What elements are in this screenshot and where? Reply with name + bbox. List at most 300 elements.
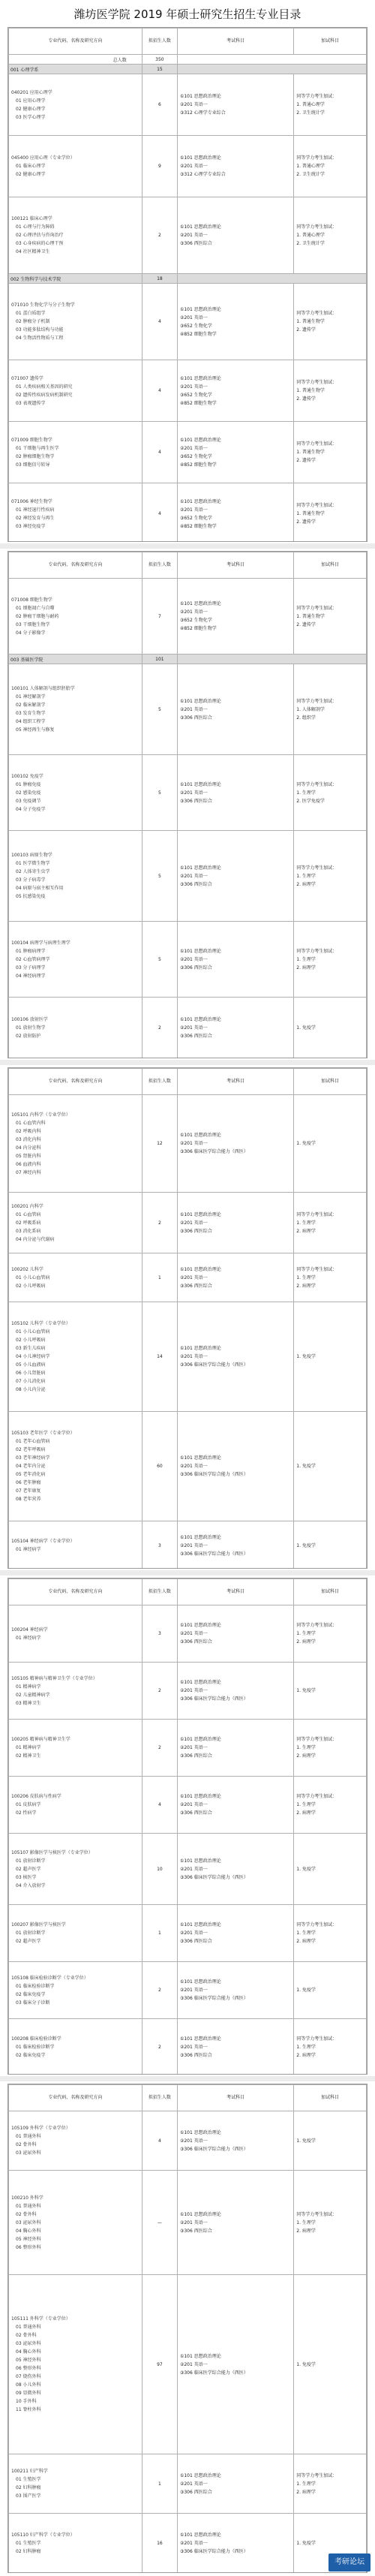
major-line: 04 社区精神卫生: [16, 249, 50, 254]
supplementary-item: 1. 生理学: [296, 1274, 316, 1280]
major-line: 045400 应用心理（专业学位）: [11, 155, 75, 161]
department-quota: 18: [142, 274, 177, 284]
supplementary-item: 1. 免疫学: [296, 1542, 316, 1548]
exam-subject: ③312 心理学专业综合: [179, 110, 226, 116]
major-line: 03 临床分子诊断: [16, 2000, 50, 2006]
exam-subject: ②201 英语一: [179, 1542, 208, 1548]
major-line: 03 医学心理学: [16, 114, 46, 120]
supplementary-exams: [294, 1521, 367, 1569]
table-header-row: [9, 29, 367, 55]
major-line: 07 小儿消化病: [16, 1379, 46, 1384]
column-header-col4: 加试科目: [294, 2085, 367, 2111]
major-line: 02 人体寄生虫学: [16, 869, 50, 874]
supplementary-item: 1. 生理学: [296, 1745, 316, 1750]
major-row: [9, 2514, 367, 2573]
enrollment-count: 2: [142, 1193, 177, 1253]
major-line: 04 生物活性物质与工程: [16, 336, 64, 341]
exam-subject: ②201 英语一: [179, 445, 208, 451]
supplementary-item: 1. 普通生物学: [296, 388, 325, 393]
supplementary-item: 同等学力考生加试：: [296, 1794, 338, 1799]
column-header-col4: 加试科目: [294, 1069, 367, 1095]
major-row: [9, 1193, 367, 1253]
major-line: 06 老年肿瘤: [16, 1480, 41, 1485]
major-line: 100206 皮肤病与性病学: [11, 1794, 62, 1799]
major-line: 04 小儿神经病学: [16, 1354, 50, 1359]
major-line: 02 妇科肿瘤: [16, 2485, 41, 2490]
column-header-col3: 考试科目: [177, 1069, 293, 1095]
enrollment-count: 2: [142, 197, 177, 274]
total-count: 350: [142, 55, 177, 65]
major-line: 03 老年神经病学: [16, 1455, 50, 1461]
supplementary-exams: [294, 2111, 367, 2171]
major-line: 02 肿瘤干细胞与耐药: [16, 613, 59, 619]
major-line: 03 新生儿疾病: [16, 1346, 46, 1351]
supplementary-item: 1. 普通生物学: [296, 319, 325, 324]
department-blank: [177, 655, 366, 664]
major-line: 09 显微外科: [16, 2391, 41, 2396]
major-cell: [9, 2171, 142, 2275]
supplementary-item: 同等学力考生加试：: [296, 698, 338, 704]
supplementary-item: 同等学力考生加试：: [296, 948, 338, 954]
exam-subject: ①101 思想政治理论: [179, 1680, 221, 1685]
major-row: [9, 360, 367, 422]
exam-subject: ②201 英语一: [179, 2045, 208, 2050]
supplementary-item: 同等学力考生加试：: [296, 1922, 338, 1927]
column-header-col1: 专业代码、名称及研究方向: [9, 552, 142, 579]
major-cell: [9, 284, 142, 360]
supplementary-exams: [294, 1962, 367, 2019]
major-line: 02 儿童精神病学: [16, 1692, 50, 1698]
supplementary-exams: [294, 2275, 367, 2454]
exam-subject: ④852 细胞生物学: [179, 462, 217, 468]
major-line: 04 组织工程学: [16, 719, 46, 724]
catalog-table: [8, 28, 367, 542]
exam-subjects: [177, 1095, 293, 1193]
exam-subject: ③652 生物化学: [179, 515, 212, 521]
exam-subject: ①101 思想政治理论: [179, 155, 221, 161]
exam-subject: ③306 西医综合: [179, 798, 212, 804]
total-row: [9, 55, 367, 65]
supplementary-item: 1. 生理学: [296, 1930, 316, 1936]
major-line: 05 小儿血液病: [16, 1362, 46, 1368]
major-line: 01 心血管内科: [16, 1120, 46, 1126]
major-line: 03 泌尿外科: [16, 2219, 41, 2225]
supplementary-exams: [294, 1095, 367, 1193]
major-row: [9, 197, 367, 274]
major-line: 02 精神卫生: [16, 1753, 41, 1759]
major-line: 071009 细胞生物学: [11, 437, 52, 443]
major-cell: [9, 2019, 142, 2075]
exam-subjects: [177, 284, 293, 360]
supplementary-item: 2. 病理学: [296, 1810, 316, 1816]
supplementary-item: 2. 病理学: [296, 1639, 316, 1645]
supplementary-exams: [294, 1302, 367, 1412]
exam-subjects: [177, 2454, 293, 2514]
exam-subjects: [177, 483, 293, 543]
exam-subject: ③306 西医综合: [179, 2228, 212, 2234]
supplementary-item: 1. 免疫学: [296, 1464, 316, 1469]
exam-subject: ③306 西医综合: [179, 1033, 212, 1039]
major-cell: [9, 998, 142, 1058]
major-row: [9, 2111, 367, 2171]
major-line: 04 胸心外科: [16, 2228, 41, 2234]
major-cell: [9, 1962, 142, 2019]
total-label: 总人数: [9, 55, 142, 65]
exam-subjects: [177, 422, 293, 483]
major-line: 02 临床免疫学: [16, 2053, 46, 2058]
major-row: [9, 2275, 367, 2454]
supplementary-item: 1. 人体解剖学: [296, 706, 325, 712]
major-cell: [9, 1605, 142, 1663]
major-row: [9, 136, 367, 197]
exam-subjects: [177, 579, 293, 655]
table-header-row: [9, 2085, 367, 2111]
major-line: 01 神经退行性疾病: [16, 507, 55, 513]
major-row: [9, 1962, 367, 2019]
supplementary-exams: [294, 755, 367, 831]
column-header-col3: 考试科目: [177, 29, 293, 55]
exam-subject: ③306 西医综合: [179, 1639, 212, 1645]
major-row: [9, 664, 367, 755]
supplementary-item: 1. 普通心理学: [296, 164, 325, 169]
column-header-col1: 专业代码、名称及研究方向: [9, 1579, 142, 1605]
exam-subject: ④852 细胞生物学: [179, 400, 217, 406]
supplementary-exams: [294, 2171, 367, 2275]
major-line: 01 精神病学: [16, 1745, 41, 1750]
major-line: 01 放射生物学: [16, 1025, 46, 1031]
major-line: 01 肿瘤免疫: [16, 781, 41, 787]
major-line: 100205 精神病与精神卫生学: [11, 1737, 70, 1742]
supplementary-item: 1. 生理学: [296, 956, 316, 962]
exam-subjects: [177, 1412, 293, 1521]
major-line: 11 脊柱外科: [16, 2407, 41, 2412]
major-line: 07 神经内科: [16, 1169, 41, 1175]
major-cell: [9, 1412, 142, 1521]
major-line: 04 内分泌科: [16, 1145, 41, 1151]
major-cell: [9, 1777, 142, 1834]
exam-subject: ①101 思想政治理论: [179, 601, 221, 606]
major-row: [9, 1605, 367, 1663]
supplementary-item: 同等学力考生加试：: [296, 441, 338, 447]
exam-subject: ①101 思想政治理论: [179, 1211, 221, 1217]
major-line: 05 神经外科: [16, 2236, 41, 2242]
major-cell: [9, 922, 142, 998]
supplementary-item: 2. 病理学: [296, 1939, 316, 1944]
supplementary-item: 2. 卫生统计学: [296, 110, 325, 116]
catalog-table: [8, 1578, 367, 2075]
supplementary-item: 2. 病理学: [296, 2489, 316, 2495]
enrollment-count: 5: [142, 922, 177, 998]
major-line: 105107 影像医学与核医学（专业学位）: [11, 1849, 93, 1855]
exam-subject: ③306 临床医学综合能力（西医）: [179, 2548, 248, 2554]
supplementary-exams: [294, 1605, 367, 1663]
major-line: 06 整形外科: [16, 2244, 41, 2250]
catalog-table: [8, 1068, 367, 1569]
major-row: [9, 998, 367, 1058]
major-line: 02 呼吸内科: [16, 1128, 41, 1134]
exam-subject: ③652 生物化学: [179, 323, 212, 329]
enrollment-count: 2: [142, 2019, 177, 2075]
exam-subject: ②201 英语一: [179, 1141, 208, 1146]
exam-subjects: [177, 360, 293, 422]
exam-subject: ③306 临床医学综合能力（西医）: [179, 1362, 248, 1368]
major-line: 03 干细胞生物学: [16, 621, 50, 627]
exam-subject: ①101 思想政治理论: [179, 224, 221, 230]
major-line: 100204 神经病学: [11, 1627, 48, 1633]
major-line: 02 临床免疫学: [16, 1991, 46, 1997]
major-cell: [9, 2111, 142, 2171]
page-separator: [0, 1570, 375, 1575]
exam-subject: ④852 细胞生物学: [179, 626, 217, 631]
major-line: 071007 遗传学: [11, 375, 44, 381]
major-line: 06 整形外科: [16, 2366, 41, 2371]
exam-subjects: [177, 1777, 293, 1834]
exam-subject: ②201 英语一: [179, 1274, 208, 1280]
exam-subject: ③306 西医综合: [179, 1228, 212, 1234]
major-line: 04 老年内分泌: [16, 1464, 46, 1469]
exam-subjects: [177, 1605, 293, 1663]
major-cell: [9, 579, 142, 655]
supplementary-item: 1. 免疫学: [296, 2540, 316, 2546]
supplementary-item: 2. 病理学: [296, 964, 316, 971]
major-line: 105104 神经病学（专业学位）: [11, 1539, 75, 1544]
supplementary-item: 2. 卫生统计学: [296, 172, 325, 177]
supplementary-exams: [294, 922, 367, 998]
major-line: 100104 病理学与病理生理学: [11, 940, 70, 946]
enrollment-count: 3: [142, 1605, 177, 1663]
column-header-col4: 加试科目: [294, 552, 367, 579]
major-line: 105103 老年医学（专业学位）: [11, 1431, 75, 1436]
major-line: 01 应用心理学: [16, 98, 46, 104]
exam-subjects: [177, 831, 293, 922]
exam-subjects: [177, 755, 293, 831]
major-cell: [9, 831, 142, 922]
major-line: 100103 病原生物学: [11, 853, 52, 858]
exam-subject: ①101 思想政治理论: [179, 2211, 221, 2217]
supplementary-exams: [294, 2019, 367, 2075]
exam-subject: ②201 英语一: [179, 2138, 208, 2144]
supplementary-exams: [294, 1193, 367, 1253]
page-separator: [0, 2076, 375, 2081]
major-line: 01 神经解剖学: [16, 694, 46, 700]
major-line: 01 肿瘤病理学: [16, 948, 46, 954]
supplementary-item: 1. 普通心理学: [296, 233, 325, 238]
exam-subject: ②201 英语一: [179, 1354, 208, 1359]
major-row: [9, 422, 367, 483]
major-cell: [9, 422, 142, 483]
supplementary-item: 2. 卫生统计学: [296, 241, 325, 246]
major-line: 03 泌尿外科: [16, 2150, 41, 2156]
major-cell: [9, 2275, 142, 2454]
major-cell: [9, 2454, 142, 2514]
major-line: 105102 儿科学（专业学位）: [11, 1321, 70, 1326]
exam-subject: ②201 英语一: [179, 164, 208, 169]
exam-subjects: [177, 1663, 293, 1720]
major-row: [9, 579, 367, 655]
major-line: 100106 放射医学: [11, 1016, 48, 1022]
major-line: 03 神经免疫学: [16, 523, 46, 529]
exam-subject: ①101 思想政治理论: [179, 2036, 221, 2042]
enrollment-count: 4: [142, 360, 177, 422]
exam-subject: ③652 生物化学: [179, 618, 212, 623]
supplementary-item: 2. 医学免疫学: [296, 798, 325, 804]
column-header-col1: 专业代码、名称及研究方向: [9, 29, 142, 55]
major-line: 04 胸心外科: [16, 2349, 41, 2355]
major-row: [9, 1095, 367, 1193]
major-line: 01 神经病学: [16, 1635, 41, 1641]
major-line: 04 介入放射学: [16, 1882, 46, 1888]
major-cell: [9, 1905, 142, 1962]
major-line: 100121 临床心理学: [11, 216, 52, 221]
exam-subject: ③306 临床医学综合能力（西医）: [179, 1996, 248, 2001]
major-line: 02 心理评估与咨询治疗: [16, 233, 64, 238]
major-cell: [9, 1193, 142, 1253]
department-quota: 15: [142, 65, 177, 74]
supplementary-item: 2. 遗传学: [296, 519, 316, 525]
major-line: 02 超声医学: [16, 1939, 41, 1944]
exam-subjects: [177, 1253, 293, 1302]
major-line: 01 神经病学: [16, 1547, 41, 1552]
enrollment-count: 4: [142, 2111, 177, 2171]
catalog-page-5: [8, 2084, 368, 2573]
exam-subjects: [177, 1193, 293, 1253]
supplementary-item: 1. 免疫学: [296, 2361, 316, 2367]
exam-subject: ②201 英语一: [179, 102, 208, 107]
exam-subject: ①101 思想政治理论: [179, 306, 221, 312]
exam-subject: ②201 英语一: [179, 2540, 208, 2546]
supplementary-item: 同等学力考生加试：: [296, 865, 338, 871]
supplementary-item: 同等学力考生加试：: [296, 781, 338, 787]
major-line: 02 放射防护: [16, 1033, 41, 1039]
major-line: 01 普通外科: [16, 2203, 41, 2209]
exam-subject: ①101 思想政治理论: [179, 1922, 221, 1927]
supplementary-item: 同等学力考生加试：: [296, 1623, 338, 1628]
exam-subject: ②201 英语一: [179, 873, 208, 879]
table-header-row: [9, 552, 367, 579]
exam-subject: ③306 西医综合: [179, 1753, 212, 1759]
exam-subject: ②201 英语一: [179, 609, 208, 615]
column-header-col2: 拟招生人数: [142, 1579, 177, 1605]
catalog-table: [8, 552, 367, 1058]
supplementary-item: 同等学力考生加试：: [296, 380, 338, 385]
major-line: 100211 妇产科学: [11, 2469, 48, 2474]
exam-subject: ①101 思想政治理论: [179, 1455, 221, 1461]
catalog-table: [8, 2084, 367, 2573]
supplementary-item: 同等学力考生加试：: [296, 2472, 338, 2478]
supplementary-item: 2. 病理学: [296, 2053, 316, 2058]
page-separator: [0, 543, 375, 549]
table-header-row: [9, 1069, 367, 1095]
exam-subject: ①101 思想政治理论: [179, 1346, 221, 1351]
major-line: 100207 影像医学与核医学: [11, 1922, 66, 1927]
major-line: 03 核医学: [16, 1874, 37, 1880]
major-line: 105105 精神病与精神卫生学（专业学位）: [11, 1675, 98, 1681]
supplementary-item: 1. 生理学: [296, 873, 316, 879]
supplementary-item: 2. 遗传学: [296, 621, 316, 627]
enrollment-count: 3: [142, 1521, 177, 1569]
exam-subject: ③306 西医综合: [179, 964, 212, 971]
enrollment-count: —: [142, 2171, 177, 2275]
exam-subject: ①101 思想政治理论: [179, 1266, 221, 1272]
supplementary-item: 1. 免疫学: [296, 1354, 316, 1359]
major-line: 07 烧伤外科: [16, 2374, 41, 2379]
major-line: 03 功能多肽结构与功能: [16, 327, 64, 333]
major-row: [9, 1302, 367, 1412]
exam-subjects: [177, 1834, 293, 1905]
exam-subject: ②201 英语一: [179, 2481, 208, 2487]
major-line: 02 骨外科: [16, 2142, 37, 2147]
exam-subjects: [177, 1905, 293, 1962]
major-line: 02 骨外科: [16, 2211, 37, 2217]
major-line: 02 呼吸系病: [16, 1220, 41, 1226]
major-row: [9, 1663, 367, 1720]
major-line: 01 干细胞与再生医学: [16, 445, 59, 451]
exam-subject: ①101 思想政治理论: [179, 948, 221, 954]
supplementary-exams: [294, 1777, 367, 1834]
exam-subject: ②201 英语一: [179, 507, 208, 513]
major-line: 01 人类疾病相关基因的研究: [16, 384, 73, 390]
major-row: [9, 1777, 367, 1834]
major-line: 04 神经病理学: [16, 973, 46, 979]
major-row: [9, 1905, 367, 1962]
major-line: 100102 免疫学: [11, 773, 44, 779]
supplementary-exams: [294, 1834, 367, 1905]
supplementary-exams: [294, 422, 367, 483]
supplementary-item: 同等学力考生加试：: [296, 224, 338, 230]
major-cell: [9, 74, 142, 136]
supplementary-exams: [294, 74, 367, 136]
column-header-col3: 考试科目: [177, 552, 293, 579]
major-line: 02 感染免疫: [16, 790, 41, 796]
enrollment-count: 9: [142, 136, 177, 197]
supplementary-item: 2. 病理学: [296, 1283, 316, 1289]
major-row: [9, 1253, 367, 1302]
major-line: 105108 临床检验诊断学（专业学位）: [11, 1975, 88, 1981]
major-line: 03 表观遗传学: [16, 400, 46, 406]
major-line: 02 临床解剖学: [16, 703, 46, 708]
major-line: 03 细胞信号转导: [16, 462, 50, 468]
exam-subject: ②201 英语一: [179, 1802, 208, 1807]
major-line: 05 神经外科: [16, 2358, 41, 2363]
major-line: 01 普通外科: [16, 2325, 41, 2330]
major-line: 01 生殖医学: [16, 2540, 41, 2546]
table-header-row: [9, 1579, 367, 1605]
major-line: 03 消化系病: [16, 1228, 41, 1234]
exam-subjects: [177, 1720, 293, 1777]
supplementary-item: 1. 生理学: [296, 1220, 316, 1226]
major-cell: [9, 1302, 142, 1412]
enrollment-count: 4: [142, 483, 177, 543]
supplementary-exams: [294, 1905, 367, 1962]
exam-subject: ①101 思想政治理论: [179, 1979, 221, 1985]
catalog-page-1: [8, 27, 368, 542]
exam-subjects: [177, 1962, 293, 2019]
major-line: 02 妇科肿瘤: [16, 2548, 41, 2554]
major-line: 105111 外科学（专业学位）: [11, 2316, 70, 2322]
enrollment-count: 1: [142, 1253, 177, 1302]
supplementary-item: 1. 免疫学: [296, 1866, 316, 1872]
supplementary-item: 2. 组织学: [296, 715, 316, 721]
enrollment-count: 14: [142, 1302, 177, 1412]
major-line: 02 肿瘤细胞生物学: [16, 453, 55, 459]
exam-subject: ②201 英语一: [179, 2361, 208, 2367]
exam-subject: ①101 思想政治理论: [179, 1534, 221, 1540]
major-line: 08 老年营养: [16, 1497, 41, 1502]
major-line: 01 心血管病: [16, 1211, 41, 1217]
supplementary-exams: [294, 1663, 367, 1720]
supplementary-item: 1. 生理学: [296, 2481, 316, 2487]
major-line: 100210 外科学: [11, 2195, 44, 2201]
